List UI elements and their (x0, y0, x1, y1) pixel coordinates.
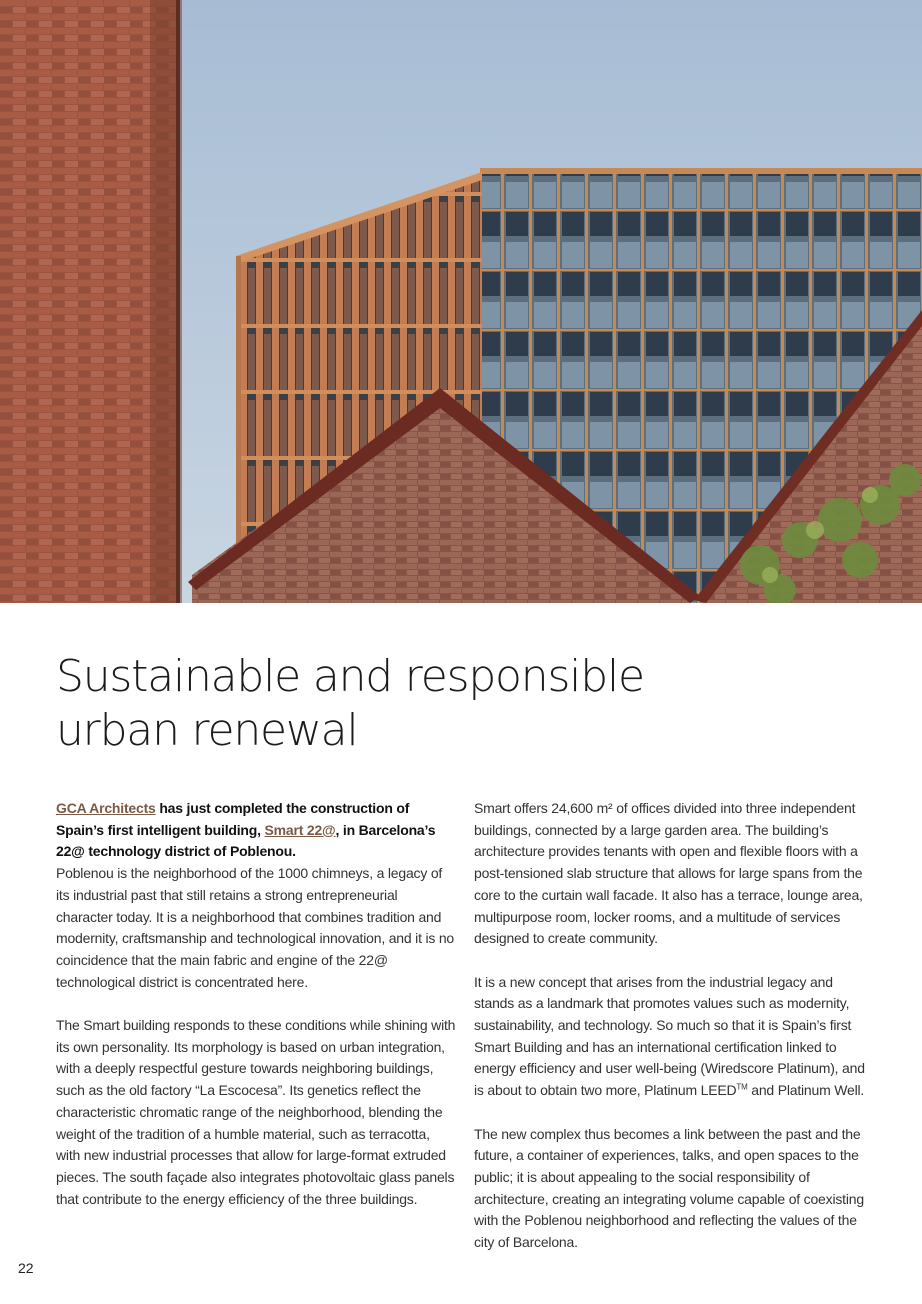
right-paragraph-1: Smart offers 24,600 m² of offices divided into three independent buildings, connected by a large garden area. The building’s architecture provides tenants with open and flexible floors with a post-tensioned slab structure that allows for large spans from the core to the curtain wall facade. It also has a terrace, lounge area, multipurpose room, locker rooms, and a multitude of services designed to create community. (474, 800, 863, 947)
lead-text-2: , in Barcelona’s 22@ technology district of Poblenou. (56, 821, 436, 860)
right-paragraph-3: The new complex thus becomes a link between the past and the future, a container of experiences, talks, and open spaces to the public; it is about appealing to the social responsibility of architecture, creating an integrating volume capable of coexisting with the Poblenou neighborhood and reflecting the values of the city of Barcelona. (474, 1125, 864, 1251)
hero-photo (0, 0, 922, 603)
title-line-2: urban renewal (56, 705, 358, 756)
lead-text-1: has just completed the construction of Spain’s first intelligent building, (56, 800, 410, 838)
right-paragraph-2 (474, 972, 872, 1102)
page-number: 22 (18, 1260, 34, 1276)
smart-22-link[interactable]: Smart 22@ (264, 821, 336, 838)
left-column (56, 798, 456, 1232)
right-paragraph-2-text: It is a new concept that arises from the industrial legacy and stands as a landmark that promotes values such as modernity, sustainability, and technology. So much so that it is Spain’s first Smart Building and has an international certification linked to energy efficiency and user well-being (Wiredscore Platinum), and is about to obtain two more, Platinum LEED (474, 973, 865, 1099)
left-paragraph-2: The Smart building responds to these conditions while shining with its own personality. Its morphology is based on urban integration, with a deeply respectful gesture towards neighboring buildings, such as the old factory “La Escocesa”. Its genetics reflect the characteristic chromatic range of the neighborhood, blending the weight of the tradition of a humble material, such as terracotta, with new industrial processes that allow for large-format extruded pieces. The south façade also integrates photovoltaic glass panels that contribute to the energy efficiency of the three buildings. (56, 1017, 456, 1207)
title-line-1: Sustainable and responsible (56, 651, 644, 702)
building-photo-icon (0, 0, 922, 603)
left-paragraph-1: Poblenou is the neighborhood of the 1000 chimneys, a legacy of its industrial past that still retains a strong entrepreneurial character today. It is a neighborhood that combines tradition and modernity, craftsmanship and technological innovation, and it is no coincidence that the main fabric and engine of the 22@ technological district is concentrated here. (56, 865, 455, 990)
lead-paragraph (56, 798, 456, 863)
right-column (474, 798, 872, 1275)
gca-architects-link[interactable]: GCA Architects (56, 800, 156, 816)
trademark-superscript: TM (736, 1082, 748, 1092)
page-title (56, 650, 676, 758)
right-paragraph-2-end: and Platinum Well. (747, 1082, 865, 1099)
